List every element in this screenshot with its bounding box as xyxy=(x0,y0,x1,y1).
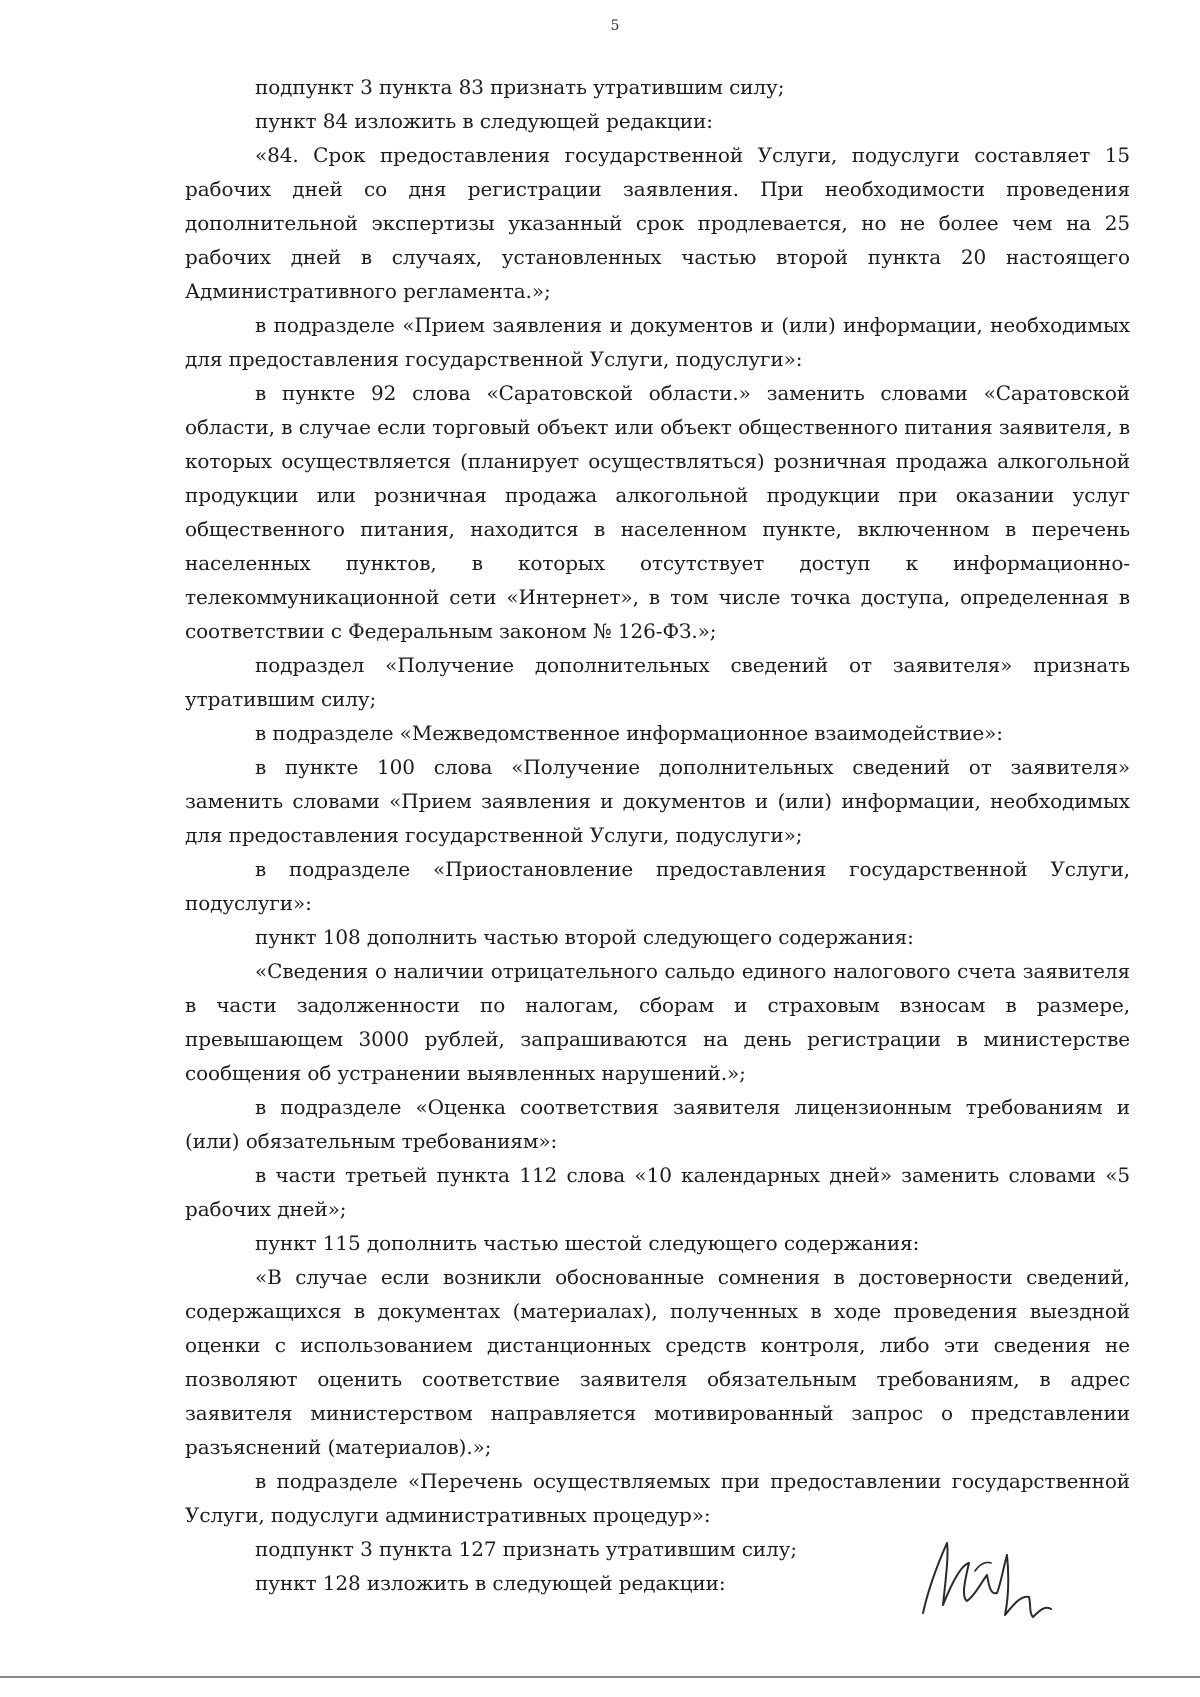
paragraph: в пункте 92 слова «Саратовской области.» заменить словами «Саратовской области, в случае если торговый объект или объект общественного питания заявителя, в которых осуществляется (планирует осуществляться) розничная продажа алкогольной продукции или розничная продажа алкогольной продукции при оказании услуг общественного питания, находится в населенном пункте, включенном в перечень населенных пунктов, в которых отсутствует доступ к информационно-телекоммуникационной сети «Интернет», в том числе точка доступа, определенная в соответствии с Федеральным законом № 126-ФЗ.»; xyxy=(185,381,1130,643)
paragraph: «В случае если возникли обоснованные сомнения в достоверности сведений, содержащихся в документах (материалах), полученных в ходе проведения выездной оценки с использованием дистанционных средств контроля, либо эти сведения не позволяют оценить соответствие заявителя обязательным требованиям, в адрес заявителя министерством направляется мотивированный запрос о представлении разъяснений (материалов).»; xyxy=(185,1265,1130,1459)
paragraph: «Сведения о наличии отрицательного сальдо единого налогового счета заявителя в части задолженности по налогам, сборам и страховым взносам в размере, превышающем 3000 рублей, запрашиваются на день регистрации в министерстве сообщения об устранении выявленных нарушений.»; xyxy=(185,959,1130,1085)
paragraph: в подразделе «Оценка соответствия заявителя лицензионным требованиям и (или) обязательным требованиям»: xyxy=(185,1095,1130,1153)
handwritten-signature xyxy=(905,1525,1060,1625)
paragraph: пункт 128 изложить в следующей редакции: xyxy=(255,1571,726,1595)
paragraph: в пункте 100 слова «Получение дополнительных сведений от заявителя» заменить словами «Прием заявления и документов и (или) информации, необходимых для предоставления государственной Услуги, подуслуги»; xyxy=(185,755,1130,847)
page-number: 5 xyxy=(610,18,620,34)
paragraph: пункт 108 дополнить частью второй следующего содержания: xyxy=(255,925,914,949)
paragraph: в подразделе «Приостановление предоставления государственной Услуги, подуслуги»: xyxy=(185,857,1130,915)
paragraph: пункт 84 изложить в следующей редакции: xyxy=(255,109,713,133)
paragraph: в подразделе «Межведомственное информационное взаимодействие»: xyxy=(255,721,1003,745)
paragraph: пункт 115 дополнить частью шестой следующего содержания: xyxy=(255,1231,920,1255)
document-body xyxy=(185,70,1130,1600)
bottom-scan-edge xyxy=(0,1676,1200,1678)
paragraph: подпункт 3 пункта 127 признать утратившим силу; xyxy=(255,1537,797,1561)
paragraph: в подразделе «Прием заявления и документов и (или) информации, необходимых для предоставления государственной Услуги, подуслуги»: xyxy=(185,313,1130,371)
paragraph: подпункт 3 пункта 83 признать утратившим силу; xyxy=(255,75,785,99)
paragraph: в части третьей пункта 112 слова «10 календарных дней» заменить словами «5 рабочих дней»; xyxy=(185,1163,1130,1221)
paragraph: в подразделе «Перечень осуществляемых при предоставлении государственной Услуги, подуслуги административных процедур»: xyxy=(185,1469,1130,1527)
paragraph: «84. Срок предоставления государственной Услуги, подуслуги составляет 15 рабочих дней со дня регистрации заявления. При необходимости проведения дополнительной экспертизы указанный срок продлевается, но не более чем на 25 рабочих дней в случаях, установленных частью второй пункта 20 настоящего Административного регламента.»; xyxy=(185,143,1130,303)
paragraph: подраздел «Получение дополнительных сведений от заявителя» признать утратившим силу; xyxy=(185,653,1130,711)
